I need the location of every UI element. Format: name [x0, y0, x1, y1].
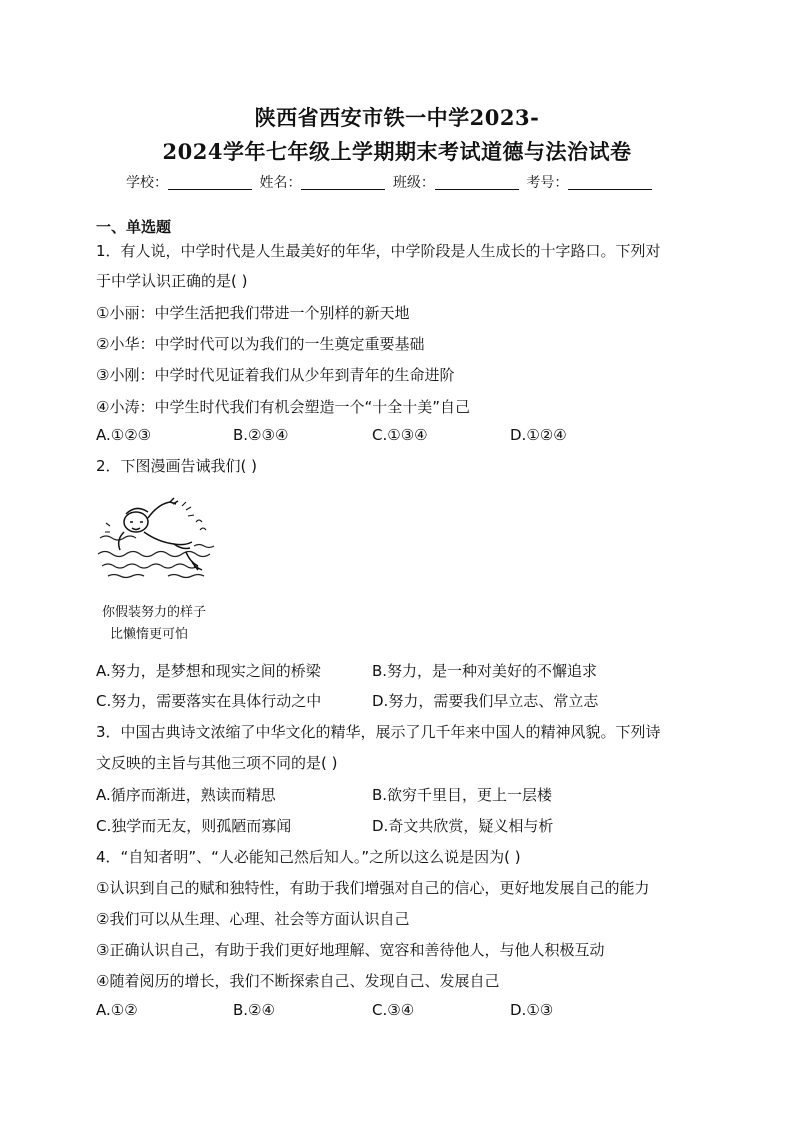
exam-title-line-1: 陕西省西安市铁一中学2023-	[254, 105, 540, 130]
name-blank[interactable]	[301, 174, 385, 190]
q2-option-c[interactable]: C.努力，需要落实在具体行动之中	[96, 692, 322, 710]
q1-item-3: ③小刚：中学时代见证着我们从少年到青年的生命进阶	[96, 366, 455, 384]
q4-option-a[interactable]: A.①②	[96, 1001, 138, 1019]
q1-option-a[interactable]: A.①②③	[96, 426, 152, 444]
q2-option-d[interactable]: D.努力，需要我们早立志、常立志	[372, 692, 599, 710]
section-heading: 一、单选题	[96, 218, 172, 236]
q3-stem-line-2: 文反映的主旨与其他三项不同的是( )	[96, 754, 338, 772]
q3-option-d[interactable]: D.奇文共欣赏，疑义相与析	[372, 817, 554, 835]
school-blank[interactable]	[168, 174, 252, 190]
class-label: 班级：	[392, 175, 435, 191]
name-label: 姓名：	[259, 175, 302, 191]
number-blank[interactable]	[568, 174, 652, 190]
q4-stem: 4．“自知者明”、“人必能知己然后知人。”之所以这么说是因为( )	[96, 848, 521, 866]
school-label: 学校：	[126, 175, 168, 191]
q1-item-1: ①小丽：中学生活把我们带进一个别样的新天地	[96, 304, 410, 322]
q4-option-c[interactable]: C.③④	[372, 1001, 415, 1019]
cartoon-caption-2: 比懒惰更可怕	[110, 627, 189, 642]
q4-item-2: ②我们可以从生理、心理、社会等方面认识自己	[96, 910, 410, 928]
cartoon-caption-1: 你假装努力的样子	[102, 605, 207, 620]
exam-title-line-2: 2024学年七年级上学期期末考试道德与法治试卷	[162, 139, 632, 164]
q1-item-4: ④小涛：中学生时代我们有机会塑造一个“十全十美”自己	[96, 398, 470, 416]
q1-option-b[interactable]: B.②③④	[233, 426, 289, 444]
q3-option-b[interactable]: B.欲穷千里目，更上一层楼	[372, 786, 553, 804]
q3-option-c[interactable]: C.独学而无友，则孤陋而寡闻	[96, 817, 292, 835]
q3-option-a[interactable]: A.循序而渐进，熟读而精思	[96, 786, 276, 804]
swimming-cartoon-drawing	[96, 492, 226, 647]
q4-item-3: ③正确认识自己，有助于我们更好地理解、宽容和善待他人，与他人积极互动	[96, 941, 605, 959]
q4-item-1: ①认识到自己的赋和独特性，有助于我们增强对自己的信心，更好地发展自己的能力	[96, 879, 650, 897]
cartoon-image	[96, 492, 226, 647]
class-blank[interactable]	[435, 174, 519, 190]
q2-option-a[interactable]: A.努力，是梦想和现实之间的桥梁	[96, 662, 321, 680]
student-info-row	[126, 172, 655, 192]
q4-item-4: ④随着阅历的增长，我们不断探索自己、发现自己、发展自己	[96, 972, 500, 990]
q2-stem: 2．下图漫画告诫我们( )	[96, 457, 258, 475]
q4-option-b[interactable]: B.②④	[233, 1001, 275, 1019]
q1-item-2: ②小华：中学时代可以为我们的一生奠定重要基础	[96, 335, 425, 353]
q4-option-d[interactable]: D.①③	[510, 1001, 554, 1019]
q2-option-b[interactable]: B.努力，是一种对美好的不懈追求	[372, 662, 598, 680]
q3-stem-line-1: 3．中国古典诗文浓缩了中华文化的精华，展示了几千年来中国人的精神风貌。下列诗	[96, 723, 661, 741]
q1-option-c[interactable]: C.①③④	[372, 426, 428, 444]
q1-option-d[interactable]: D.①②④	[510, 426, 567, 444]
q1-stem-line-1: 1．有人说，中学时代是人生最美好的年华，中学阶段是人生成长的十字路口。下列对	[96, 242, 661, 260]
number-label: 考号：	[526, 175, 569, 191]
q1-stem-line-2: 于中学认识正确的是( )	[96, 272, 248, 290]
